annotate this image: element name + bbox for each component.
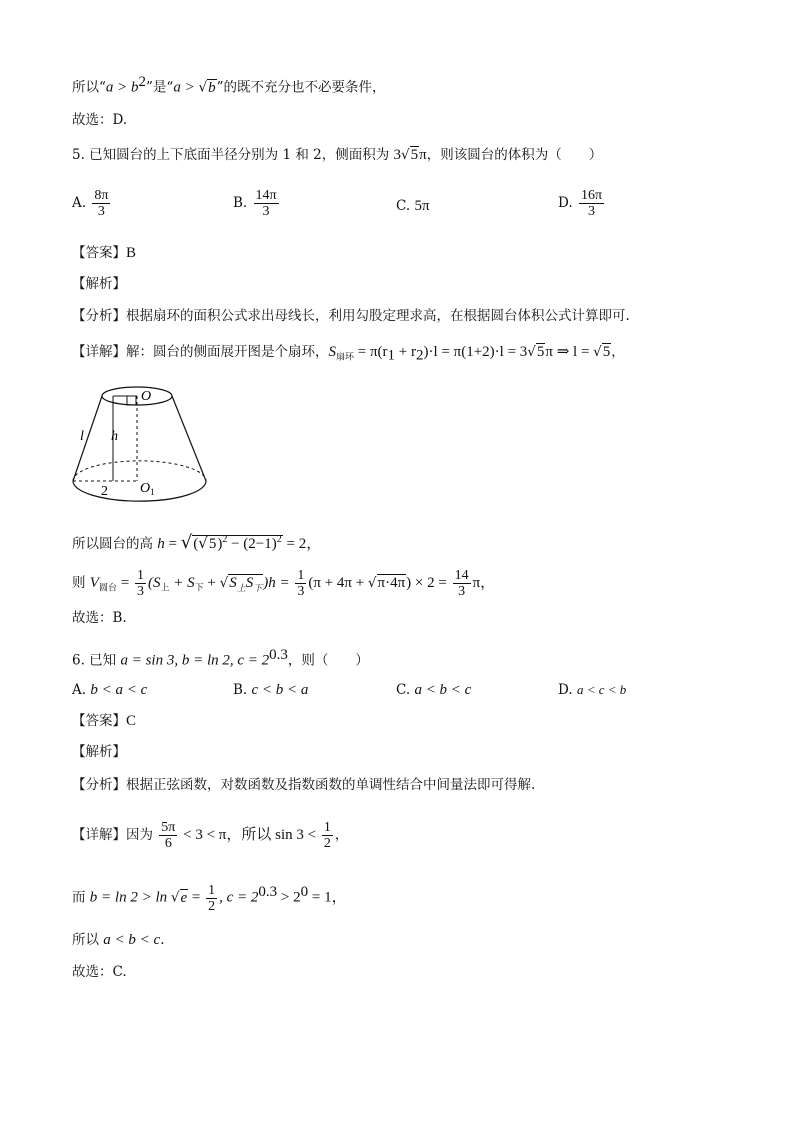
math: c < b < a bbox=[251, 682, 309, 698]
label-O1: $O_1$ bbox=[140, 481, 155, 497]
math: )h = bbox=[263, 575, 294, 591]
fraction: $\frac{1}{3}$ bbox=[297, 568, 305, 599]
label: D. bbox=[558, 195, 573, 211]
q5-answer bbox=[72, 243, 136, 263]
sqrt-symbol: √ bbox=[593, 344, 602, 360]
label: C. bbox=[396, 198, 411, 214]
fraction bbox=[254, 188, 279, 219]
detail-label: 【详解】 bbox=[72, 827, 126, 843]
bottom-base-back bbox=[73, 461, 206, 481]
q6-detail-1 bbox=[72, 820, 348, 851]
den: 3 bbox=[262, 204, 270, 219]
q6-analysis bbox=[72, 775, 535, 795]
math: a < b < c bbox=[103, 932, 161, 948]
math-sup: 0.3 bbox=[269, 647, 288, 663]
math-sup: 2 bbox=[138, 74, 147, 90]
text: 所以“ bbox=[72, 79, 106, 96]
math: < 3 < π，所以 bbox=[179, 827, 276, 843]
radicand: π·4π bbox=[377, 575, 406, 591]
q6-detail-3 bbox=[72, 930, 165, 950]
text: 6. 已知 bbox=[72, 652, 121, 669]
math: a < b < c bbox=[414, 682, 472, 698]
math: 5 bbox=[602, 344, 611, 360]
q5-choice: 故选：B. bbox=[72, 610, 127, 626]
volume-formula: 则 $V_{圆台}$ = $\frac{1}{3}$ $(S_上 + S_下 + √S_上S_下)h$ = $\frac{1}{3}$ (π + 4π + √π·4π) × 2 = $\frac{14}{3}$ π， bbox=[72, 568, 496, 599]
math: b = ln 2 > ln bbox=[89, 889, 171, 906]
right-angle-mark bbox=[127, 396, 136, 405]
math: a = sin 3, b = ln 2, c = 2 bbox=[120, 652, 270, 669]
q6-option-d bbox=[558, 680, 626, 700]
math: π ⇒ l = bbox=[545, 344, 594, 360]
label-O: O bbox=[141, 389, 152, 404]
text: 因为 bbox=[126, 827, 158, 843]
q5-jiexi: 【解析】 bbox=[72, 276, 126, 292]
label: A. bbox=[72, 682, 87, 698]
analysis-label: 【分析】 bbox=[72, 777, 126, 793]
question-5 bbox=[72, 145, 602, 165]
math: + S bbox=[169, 575, 195, 591]
text: ”是“ bbox=[146, 79, 174, 96]
q5-option-a bbox=[72, 188, 112, 219]
answer-label: 【答案】 bbox=[72, 245, 126, 261]
fraction bbox=[92, 188, 110, 219]
q5-analysis bbox=[72, 306, 630, 326]
radicand: $(√5)^2 - (2-1)^2$ bbox=[193, 534, 282, 552]
text: ， bbox=[611, 344, 625, 360]
math: V bbox=[89, 575, 99, 591]
label: A. bbox=[72, 195, 87, 211]
fraction: $\frac{5\pi}{6}$ bbox=[161, 820, 176, 851]
fraction bbox=[579, 188, 604, 219]
text: 5. 已知圆台的上下底面半径分别为 1 和 2，侧面积为 bbox=[72, 147, 394, 163]
question-6 bbox=[72, 645, 369, 671]
label-h: h bbox=[111, 429, 118, 444]
answer-value: B bbox=[126, 245, 137, 261]
label-2: 2 bbox=[101, 484, 108, 499]
math: h bbox=[157, 536, 165, 552]
fraction: $\frac{1}{2}$ bbox=[208, 882, 216, 914]
sqrt-symbol: √ bbox=[170, 889, 180, 906]
label: C. bbox=[396, 682, 411, 698]
answer-label: 【答案】 bbox=[72, 713, 126, 729]
radicand: $S_上S_下$ bbox=[229, 575, 263, 593]
text: 而 bbox=[72, 889, 90, 906]
text: 所以圆台的高 bbox=[72, 536, 158, 552]
text: 所以 bbox=[72, 932, 104, 948]
text: 解：圆台的侧面展开图是个扇环， bbox=[126, 344, 329, 360]
math: = bbox=[188, 889, 205, 906]
math: a < c < b bbox=[576, 682, 627, 697]
math-sub: 圆台 bbox=[98, 583, 117, 594]
math: b bbox=[208, 79, 216, 96]
answer-value: C bbox=[126, 713, 137, 729]
math: b < a < c bbox=[90, 682, 148, 698]
math: (S bbox=[147, 575, 161, 591]
q6-option-c bbox=[396, 680, 471, 700]
num: 8π bbox=[94, 188, 109, 203]
detail-label: 【详解】 bbox=[72, 344, 126, 360]
q5-option-d bbox=[558, 188, 606, 219]
sqrt-symbol: √ bbox=[198, 534, 208, 552]
math: π bbox=[419, 147, 427, 163]
choice-line: 故选：D. bbox=[72, 112, 128, 128]
height-formula bbox=[72, 530, 321, 554]
sqrt-symbol: √ bbox=[198, 79, 208, 96]
num: 16π bbox=[580, 188, 603, 203]
math: e bbox=[180, 889, 188, 906]
text: ”的既不充分也不必要条件， bbox=[216, 79, 386, 96]
math: + r bbox=[395, 344, 417, 360]
math: ) × 2 = bbox=[406, 575, 451, 591]
sqrt-symbol: √ bbox=[401, 147, 410, 163]
math: = 1， bbox=[308, 889, 347, 906]
math: > 2 bbox=[277, 889, 301, 906]
text: 根据正弦函数，对数函数及指数函数的单调性结合中间量法即可得解. bbox=[126, 777, 536, 793]
math: 5π bbox=[414, 198, 430, 214]
math: = π(r bbox=[354, 344, 388, 360]
num: 14π bbox=[255, 188, 277, 203]
math: )·l = π(1+2)·l = 3 bbox=[423, 344, 528, 360]
sqrt-symbol: √ bbox=[219, 575, 229, 591]
text: 根据扇环的面积公式求出母线长，利用勾股定理求高，在根据圆台体积公式计算即可. bbox=[126, 308, 630, 324]
math: π， bbox=[472, 575, 496, 591]
label: D. bbox=[558, 682, 573, 698]
math: = 2， bbox=[282, 536, 322, 552]
label: B. bbox=[233, 195, 248, 211]
q6-detail-2: 而 b = ln 2 > ln √e = $\frac{1}{2}$ , $c = 2^{0.3} > 2^0 = 1$， bbox=[72, 882, 347, 914]
label-l: l bbox=[80, 429, 84, 444]
analysis-label: 【分析】 bbox=[72, 308, 126, 324]
text: ， bbox=[334, 827, 349, 843]
label: B. bbox=[233, 682, 248, 698]
math: , c = 2 bbox=[219, 889, 259, 906]
math: = bbox=[164, 536, 181, 552]
text: 则 bbox=[72, 575, 90, 591]
math-sub: 扇环 bbox=[336, 352, 355, 363]
sqrt-symbol: √ bbox=[527, 344, 536, 360]
q6-jiexi: 【解析】 bbox=[72, 744, 126, 760]
sqrt-symbol: √ bbox=[180, 532, 193, 553]
q6-answer bbox=[72, 711, 136, 731]
q6-option-a bbox=[72, 680, 147, 700]
fraction: $\frac{14}{3}$ bbox=[454, 568, 469, 599]
frustum-diagram bbox=[68, 380, 213, 510]
text-line-conclusion bbox=[72, 72, 385, 98]
den: 3 bbox=[587, 204, 595, 219]
math: a > b bbox=[105, 79, 139, 96]
fraction: $\frac{1}{3}$ bbox=[136, 568, 144, 599]
text: . bbox=[160, 932, 165, 948]
q6-choice: 故选：C. bbox=[72, 964, 127, 980]
math: = bbox=[116, 575, 133, 591]
math: a > bbox=[173, 79, 199, 96]
text: ，则该圆台的体积为（ ） bbox=[426, 147, 603, 163]
q5-option-b bbox=[233, 188, 281, 219]
sqrt-symbol: √ bbox=[367, 575, 377, 591]
den: 3 bbox=[97, 204, 105, 219]
fraction: $\frac{1}{2}$ bbox=[323, 820, 331, 851]
q5-option-c bbox=[396, 196, 430, 216]
q6-option-b bbox=[233, 680, 308, 700]
right-slant bbox=[172, 396, 206, 481]
math: 5 bbox=[410, 147, 419, 163]
math: S bbox=[328, 344, 336, 360]
math: 3 bbox=[393, 147, 402, 163]
math: sin 3 < bbox=[275, 827, 320, 843]
text: ，则（ ） bbox=[287, 652, 369, 669]
math: (π + 4π + bbox=[308, 575, 368, 591]
q5-detail: 【详解】解：圆台的侧面展开图是个扇环，$S_{扇环} = \pi(r_1 + r_2)\cdot l = \pi(1+2)\cdot l = 3√5\pi$ ⇒ l = √5， bbox=[72, 344, 625, 364]
